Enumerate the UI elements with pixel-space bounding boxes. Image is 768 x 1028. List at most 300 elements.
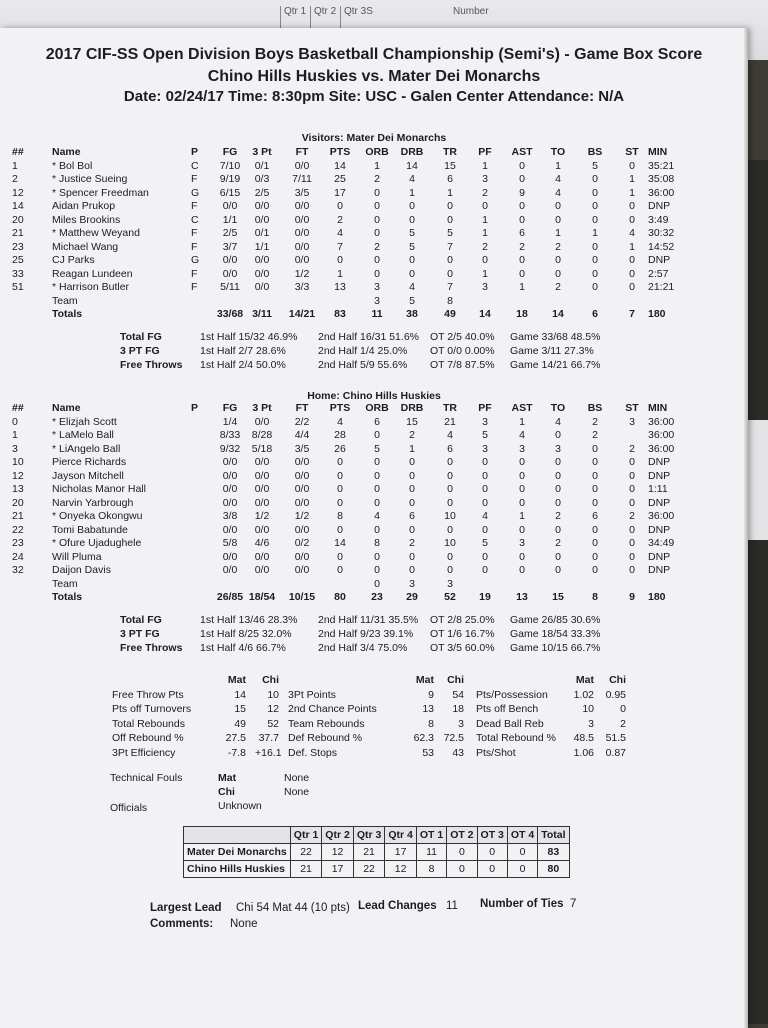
player-to: 0 [555, 200, 561, 212]
column-header: ST [625, 146, 639, 158]
player-pos: F [191, 240, 198, 253]
technical-mat-label: Mat [218, 772, 237, 784]
player-row [0, 483, 748, 497]
player-st: 1 [629, 240, 635, 253]
player-name: CJ Parks [52, 254, 95, 266]
column-header: 3 Pt [252, 402, 272, 414]
misc-team-header: Mat [227, 674, 246, 686]
player-ast: 0 [519, 456, 525, 468]
shooting-first-half: 1st Half 8/25 32.0% [200, 628, 292, 640]
comments-value: None [230, 918, 258, 930]
misc-stat-a1: 27.5 [225, 732, 246, 744]
column-header: BS [587, 402, 603, 414]
player-drb: 5 [409, 227, 415, 239]
player-tr: 6 [447, 173, 453, 185]
player-name: Daijon Davis [52, 564, 111, 576]
player-fg: 1/4 [222, 415, 238, 428]
player-min: DNP [648, 496, 671, 509]
player-fg: 6/15 [219, 186, 241, 199]
quarter-total: 80 [538, 861, 569, 878]
player-bs: 2 [592, 415, 598, 428]
paper-edge [744, 28, 748, 1028]
column-header: ## [12, 402, 24, 414]
player-to: 2 [555, 510, 561, 522]
player-name: * Ofure Ujadughele [52, 537, 142, 549]
column-header: P [191, 146, 199, 158]
player-ft: 0/2 [294, 537, 310, 549]
player-pf: 3 [482, 281, 488, 293]
player-ft: 2/2 [294, 415, 310, 428]
shooting-game: Game 14/21 66.7% [510, 359, 601, 371]
misc-stat-a3: 1.02 [573, 688, 594, 701]
misc-stat-b1: +16.1 [255, 746, 282, 759]
player-st: 0 [629, 469, 635, 482]
player-orb: 0 [374, 483, 380, 495]
column-header: ST [625, 402, 639, 414]
player-ast: 2 [519, 240, 525, 253]
player-min: 36:00 [648, 442, 675, 455]
player-ast: 0 [519, 469, 525, 482]
player-min: 36:00 [648, 415, 675, 428]
column-header: TR [443, 402, 457, 414]
misc-stat-a2: 13 [422, 703, 434, 715]
player-tr: 0 [447, 456, 453, 468]
player-name: Jayson Mitchell [52, 469, 124, 482]
player-num: 2 [12, 173, 18, 185]
quarter-team-name: Mater Dei Monarchs [184, 844, 291, 861]
page-title: 2017 CIF-SS Open Division Boys Basketball Championship (Semi's) - Game Box Score [45, 46, 703, 63]
column-header: Name [52, 146, 81, 158]
player-ast: 1 [519, 510, 525, 522]
quarter-score: 12 [385, 861, 417, 878]
player-num: 12 [12, 186, 24, 199]
player-orb: 0 [374, 469, 380, 482]
misc-stat-b3: 0.87 [605, 746, 626, 759]
player-to: 2 [555, 240, 561, 253]
misc-stat-a3: 3 [588, 717, 594, 730]
player-ft: 0/0 [294, 159, 310, 172]
player-name: * Bol Bol [52, 159, 93, 172]
misc-team-header: Mat [575, 674, 594, 686]
player-num: 51 [12, 281, 24, 293]
player-ast: 0 [519, 173, 525, 185]
player-name: Michael Wang [52, 240, 119, 253]
shooting-game: Game 10/15 66.7% [510, 642, 601, 654]
player-drb: 2 [409, 537, 415, 549]
totals-min: 180 [648, 591, 666, 603]
column-header-row [0, 146, 748, 160]
player-name: * Spencer Freedman [52, 186, 149, 199]
lead-changes-value: 11 [446, 900, 458, 912]
player-st: 0 [629, 267, 635, 280]
player-tp: 0/0 [254, 564, 270, 576]
player-tr: 5 [447, 227, 453, 239]
player-num: 25 [12, 254, 24, 266]
player-ft: 0/0 [294, 483, 310, 495]
player-pf: 3 [482, 415, 488, 428]
player-min: 30:32 [648, 227, 675, 239]
shooting-row [0, 614, 748, 628]
player-st: 0 [629, 281, 635, 293]
player-drb: 0 [409, 523, 415, 536]
column-header: AST [511, 146, 533, 158]
player-ft: 1/2 [294, 267, 310, 280]
player-num: 1 [12, 429, 18, 441]
lead-changes-label: Lead Changes [358, 900, 437, 912]
player-name: Narvin Yarbrough [52, 496, 134, 509]
misc-stat-l3: Total Rebound % [476, 732, 556, 744]
player-pts: 0 [337, 469, 343, 482]
player-row [0, 524, 748, 538]
quarter-score: 21 [353, 844, 385, 861]
misc-stat-l1: Total Rebounds [112, 717, 185, 730]
player-pos: G [191, 254, 200, 266]
player-pts: 28 [334, 429, 346, 441]
player-tr: 0 [447, 564, 453, 576]
totals-label: Totals [52, 308, 83, 320]
player-pf: 2 [482, 186, 488, 199]
shooting-second-half: 2nd Half 3/4 75.0% [318, 642, 408, 654]
player-pos: C [191, 213, 199, 226]
player-name: * Harrison Butler [52, 281, 130, 293]
quarter-score: 0 [477, 861, 507, 878]
column-header: TO [550, 146, 566, 158]
player-to: 2 [555, 537, 561, 549]
misc-stat-b2: 54 [452, 688, 464, 701]
misc-stat-a1: -7.8 [227, 746, 246, 759]
column-header: FT [295, 146, 309, 158]
player-pts: 0 [337, 564, 343, 576]
player-ft: 3/5 [294, 186, 310, 199]
totals-fg: 26/85 [216, 591, 244, 603]
player-to: 0 [555, 456, 561, 468]
player-drb: 1 [409, 442, 415, 455]
player-ast: 0 [519, 564, 525, 576]
player-row [0, 537, 748, 551]
column-header: TO [550, 402, 566, 414]
player-orb: 0 [374, 186, 380, 199]
player-fg: 8/33 [219, 429, 241, 441]
game-info: Date: 02/24/17 Time: 8:30pm Site: USC - Galen Center Attendance: N/A [123, 88, 625, 105]
player-ast: 1 [519, 281, 525, 293]
player-pts: 4 [337, 227, 343, 239]
player-drb: 0 [409, 254, 415, 266]
player-row [0, 200, 748, 214]
misc-stat-l1: Off Rebound % [112, 732, 184, 744]
player-ft: 0/0 [294, 240, 310, 253]
player-ast: 0 [519, 159, 525, 172]
player-name: Tomi Babatunde [52, 523, 128, 536]
misc-team-header: Chi [262, 674, 279, 686]
totals-bs: 6 [592, 308, 598, 320]
technical-chi-value: None [284, 786, 310, 798]
player-min: 2:57 [648, 267, 669, 280]
player-orb: 5 [374, 442, 380, 455]
player-name: Pierce Richards [52, 456, 127, 468]
player-fg: 5/8 [222, 537, 238, 549]
misc-stat-a2: 53 [422, 746, 434, 759]
player-min: 35:21 [648, 159, 675, 172]
shooting-label: Free Throws [120, 642, 183, 654]
player-pf: 0 [482, 200, 488, 212]
misc-team-header: Chi [447, 674, 464, 686]
player-pf: 0 [482, 483, 488, 495]
totals-ft: 14/21 [288, 308, 316, 320]
player-pts: 0 [337, 523, 343, 536]
totals-tr: 52 [444, 591, 456, 603]
misc-stat-l2: 2nd Chance Points [288, 703, 377, 715]
quarters-header-row [184, 827, 570, 844]
player-row [0, 456, 748, 470]
player-to: 0 [555, 254, 561, 266]
player-pts: 0 [337, 456, 343, 468]
player-pts: 26 [334, 442, 346, 455]
totals-st: 7 [629, 308, 635, 320]
shooting-second-half: 2nd Half 16/31 51.6% [318, 331, 419, 343]
shooting-overtime: OT 2/8 25.0% [430, 614, 495, 626]
player-tr: 0 [447, 496, 453, 509]
player-ft: 0/0 [294, 523, 310, 536]
player-st: 1 [629, 173, 635, 185]
player-orb: 2 [374, 173, 380, 185]
totals-orb: 23 [371, 591, 383, 603]
player-bs: 0 [592, 469, 598, 482]
misc-stat-l2: 3Pt Points [288, 688, 336, 701]
player-tp: 0/0 [254, 267, 270, 280]
misc-stat-a2: 9 [428, 688, 434, 701]
player-name: * Justice Sueing [52, 173, 128, 185]
player-bs: 5 [592, 159, 598, 172]
player-pf: 0 [482, 469, 488, 482]
column-header: ORB [365, 146, 389, 158]
background-cell: Qtr 3S [340, 6, 373, 28]
player-tp: 0/1 [254, 227, 270, 239]
player-orb: 0 [374, 429, 380, 441]
player-orb: 0 [374, 456, 380, 468]
player-row [0, 416, 748, 430]
player-drb: 4 [409, 173, 415, 185]
team-tr: 3 [447, 577, 453, 590]
player-drb: 6 [409, 510, 415, 522]
misc-team-header: Mat [415, 674, 434, 686]
player-bs: 0 [592, 200, 598, 212]
player-name: * Matthew Weyand [52, 227, 140, 239]
player-fg: 0/0 [222, 456, 238, 468]
ties-value: 7 [570, 898, 577, 910]
player-row [0, 214, 748, 228]
player-tp: 0/0 [254, 254, 270, 266]
player-num: 21 [12, 510, 24, 522]
player-name: Aidan Prukop [52, 200, 116, 212]
player-pf: 5 [482, 537, 488, 549]
player-ast: 6 [519, 227, 525, 239]
player-pf: 1 [482, 159, 488, 172]
player-orb: 0 [374, 564, 380, 576]
player-ast: 0 [519, 496, 525, 509]
player-tr: 0 [447, 483, 453, 495]
totals-min: 180 [648, 308, 666, 320]
column-header: FT [295, 402, 309, 414]
player-pf: 1 [482, 267, 488, 280]
player-to: 0 [555, 523, 561, 536]
player-ast: 0 [519, 200, 525, 212]
player-pts: 13 [334, 281, 346, 293]
player-st: 0 [629, 254, 635, 266]
totals-fg: 33/68 [216, 308, 244, 320]
player-tp: 0/3 [254, 173, 270, 185]
column-header: AST [511, 402, 533, 414]
player-st: 2 [629, 442, 635, 455]
player-pf: 3 [482, 173, 488, 185]
background-cell: Qtr 1 [280, 6, 306, 28]
player-drb: 0 [409, 213, 415, 226]
misc-stat-a2: 62.3 [413, 732, 434, 744]
player-fg: 0/0 [222, 469, 238, 482]
player-tp: 0/0 [254, 469, 270, 482]
player-tr: 0 [447, 550, 453, 563]
player-st: 4 [629, 227, 635, 239]
player-pts: 7 [337, 240, 343, 253]
player-st: 3 [629, 415, 635, 428]
misc-stat-row [0, 689, 748, 704]
shooting-row [0, 359, 748, 373]
misc-stat-b3: 2 [620, 717, 626, 730]
quarter-header: OT 2 [447, 827, 477, 844]
misc-stat-b2: 72.5 [443, 732, 464, 744]
player-ft: 0/0 [294, 469, 310, 482]
shooting-label: Free Throws [120, 359, 183, 371]
player-tr: 0 [447, 254, 453, 266]
column-header: PF [478, 402, 492, 414]
player-fg: 1/1 [222, 213, 238, 226]
misc-stat-a1: 49 [234, 717, 246, 730]
player-ft: 1/2 [294, 510, 310, 522]
player-row [0, 187, 748, 201]
team-row [0, 295, 748, 309]
misc-stat-b3: 51.5 [605, 732, 626, 744]
shooting-label: Total FG [120, 614, 162, 626]
player-ast: 0 [519, 213, 525, 226]
player-to: 4 [555, 173, 561, 185]
player-fg: 3/8 [222, 510, 238, 522]
player-min: 14:52 [648, 240, 675, 253]
technical-mat-value: None [284, 772, 310, 784]
player-ft: 0/0 [294, 564, 310, 576]
player-tp: 0/0 [254, 200, 270, 212]
player-num: 1 [12, 159, 18, 172]
player-min: DNP [648, 564, 671, 576]
player-pts: 25 [334, 173, 346, 185]
misc-stat-row [0, 747, 748, 762]
shooting-overtime: OT 2/5 40.0% [430, 331, 495, 343]
player-ast: 4 [519, 429, 525, 441]
player-num: 13 [12, 483, 24, 495]
player-pf: 0 [482, 550, 488, 563]
shooting-second-half: 2nd Half 5/9 55.6% [318, 359, 408, 371]
player-ast: 9 [519, 186, 525, 199]
player-ast: 1 [519, 415, 525, 428]
player-num: 10 [12, 456, 24, 468]
shooting-row [0, 642, 748, 656]
player-bs: 0 [592, 456, 598, 468]
player-drb: 1 [409, 186, 415, 199]
player-name: * Onyeka Okongwu [52, 510, 143, 522]
player-num: 0 [12, 415, 18, 428]
player-to: 4 [555, 415, 561, 428]
player-tp: 0/0 [254, 213, 270, 226]
player-st: 0 [629, 483, 635, 495]
quarter-score: 22 [353, 861, 385, 878]
player-orb: 6 [374, 415, 380, 428]
player-orb: 4 [374, 510, 380, 522]
player-orb: 0 [374, 496, 380, 509]
player-ft: 0/0 [294, 213, 310, 226]
misc-stat-b2: 3 [458, 717, 464, 730]
player-tp: 1/2 [254, 510, 270, 522]
player-name: Miles Brookins [52, 213, 121, 226]
player-num: 14 [12, 200, 24, 212]
quarter-header: Qtr 2 [322, 827, 354, 844]
player-orb: 0 [374, 254, 380, 266]
player-pos: F [191, 267, 198, 280]
player-num: 20 [12, 496, 24, 509]
player-row [0, 443, 748, 457]
player-num: 20 [12, 213, 24, 226]
player-pts: 0 [337, 200, 343, 212]
player-ft: 0/0 [294, 254, 310, 266]
player-bs: 0 [592, 281, 598, 293]
shooting-second-half: 2nd Half 1/4 25.0% [318, 345, 408, 357]
player-bs: 0 [592, 550, 598, 563]
player-row [0, 281, 748, 295]
column-header: DRB [400, 146, 424, 158]
player-num: 12 [12, 469, 24, 482]
player-to: 0 [555, 213, 561, 226]
player-ast: 3 [519, 537, 525, 549]
player-tr: 10 [444, 510, 456, 522]
player-name: * LiAngelo Ball [52, 442, 121, 455]
shooting-first-half: 1st Half 4/6 66.7% [200, 642, 286, 654]
quarter-team-name: Chino Hills Huskies [184, 861, 291, 878]
player-orb: 0 [374, 200, 380, 212]
misc-stat-a3: 1.06 [573, 746, 594, 759]
column-header: TR [443, 146, 457, 158]
ties-label: Number of Ties [480, 898, 564, 910]
player-row [0, 173, 748, 187]
player-ast: 0 [519, 483, 525, 495]
player-num: 24 [12, 550, 24, 563]
shooting-game: Game 26/85 30.6% [510, 614, 601, 626]
quarter-header: OT 3 [477, 827, 507, 844]
misc-stat-l2: Def. Stops [288, 746, 338, 759]
quarter-score: 22 [290, 844, 322, 861]
misc-stat-row [0, 718, 748, 733]
shooting-overtime: OT 7/8 87.5% [430, 359, 495, 371]
quarter-header: Qtr 3 [353, 827, 385, 844]
player-drb: 0 [409, 483, 415, 495]
misc-stat-b3: 0 [620, 703, 626, 715]
player-bs: 0 [592, 254, 598, 266]
player-st: 0 [629, 200, 635, 212]
shooting-game: Game 3/11 27.3% [510, 345, 594, 357]
visitors-title: Visitors: Mater Dei Monarchs [301, 132, 447, 144]
player-num: 22 [12, 523, 24, 536]
player-to: 0 [555, 550, 561, 563]
column-header: 3 Pt [252, 146, 272, 158]
player-row [0, 510, 748, 524]
shooting-game: Game 33/68 48.5% [510, 331, 601, 343]
player-min: DNP [648, 254, 671, 266]
